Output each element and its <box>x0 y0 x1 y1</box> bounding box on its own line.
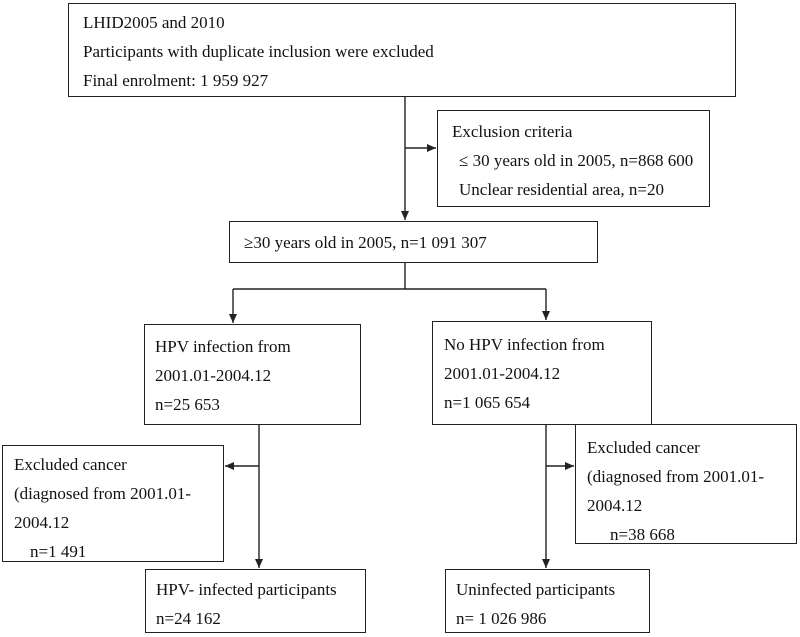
hpv-infection-period: 2001.01-2004.12 <box>155 366 272 385</box>
enrolment-duplicates-note: Participants with duplicate inclusion were excluded <box>83 42 434 61</box>
hpv-infection-label: HPV infection from <box>155 337 291 356</box>
excluded-cancer-right-note: (diagnosed from 2001.01- <box>587 467 765 486</box>
uninfected-participants-label: Uninfected participants <box>456 580 616 599</box>
excluded-cancer-left-title: Excluded cancer <box>14 455 127 474</box>
no-hpv-infection-count: n=1 065 654 <box>444 393 531 412</box>
exclusion-residence-item: Unclear residential area, n=20 <box>459 180 664 199</box>
enrolment-source: LHID2005 and 2010 <box>83 13 225 32</box>
excluded-cancer-right-count: n=38 668 <box>610 525 675 544</box>
enrolment-final-count: Final enrolment: 1 959 927 <box>83 71 269 90</box>
exclusion-criteria-box <box>437 110 710 207</box>
excluded-cancer-left-count: n=1 491 <box>30 542 87 561</box>
infected-participants-box <box>145 569 366 633</box>
infected-participants-label: HPV- infected participants <box>156 580 337 599</box>
infected-participants-count: n=24 162 <box>156 609 221 628</box>
no-hpv-infection-period: 2001.01-2004.12 <box>444 364 561 383</box>
uninfected-participants-box <box>445 569 650 633</box>
uninfected-participants-count: n= 1 026 986 <box>456 609 547 628</box>
excluded-cancer-right-title: Excluded cancer <box>587 438 700 457</box>
excluded-cancer-right-period: 2004.12 <box>587 496 643 515</box>
excluded-cancer-left-period: 2004.12 <box>14 513 70 532</box>
excluded-cancer-left-note: (diagnosed from 2001.01- <box>14 484 192 503</box>
excluded-cancer-right-box <box>575 424 797 544</box>
no-hpv-infection-label: No HPV infection from <box>444 335 605 354</box>
exclusion-age-item: ≤ 30 years old in 2005, n=868 600 <box>459 151 694 170</box>
hpv-infection-box <box>144 324 361 425</box>
age-filter-text: ≥30 years old in 2005, n=1 091 307 <box>244 233 487 252</box>
exclusion-title: Exclusion criteria <box>452 122 573 141</box>
age-filter-box <box>229 221 598 263</box>
hpv-infection-count: n=25 653 <box>155 395 220 414</box>
enrolment-box <box>68 3 736 97</box>
excluded-cancer-left-box <box>2 445 224 562</box>
no-hpv-infection-box <box>432 321 652 425</box>
